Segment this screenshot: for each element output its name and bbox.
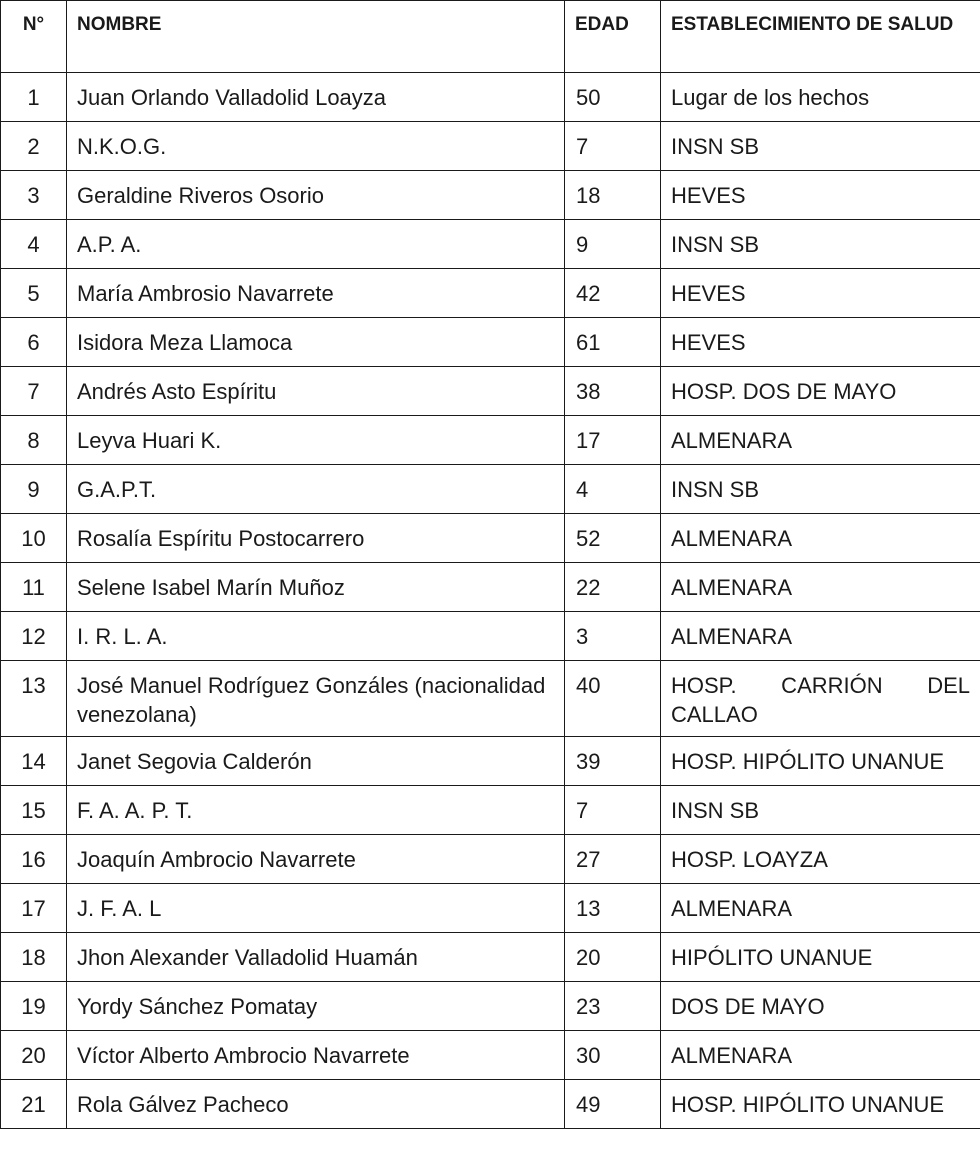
table-row [1,171,980,220]
cell-num: 19 [1,982,67,1031]
header-num: N° [1,1,67,73]
table-row [1,514,980,563]
cell-name: Selene Isabel Marín Muñoz [67,563,565,612]
cell-name: I. R. L. A. [67,612,565,661]
cell-age: 18 [565,171,661,220]
table-row [1,661,980,737]
cell-age: 39 [565,737,661,786]
cell-age: 49 [565,1080,661,1129]
cell-num: 11 [1,563,67,612]
cell-num: 14 [1,737,67,786]
cell-establishment: ALMENARA [661,416,980,465]
table-row [1,612,980,661]
cell-num: 9 [1,465,67,514]
cell-name: Joaquín Ambrocio Navarrete [67,835,565,884]
table-row [1,465,980,514]
cell-establishment: HOSP. DOS DE MAYO [661,367,980,416]
cell-num: 5 [1,269,67,318]
cell-establishment: ALMENARA [661,884,980,933]
cell-establishment: HEVES [661,269,980,318]
cell-name: F. A. A. P. T. [67,786,565,835]
cell-age: 17 [565,416,661,465]
cell-num: 17 [1,884,67,933]
cell-age: 9 [565,220,661,269]
cell-age: 23 [565,982,661,1031]
cell-name: Jhon Alexander Valladolid Huamán [67,933,565,982]
cell-name: G.A.P.T. [67,465,565,514]
cell-age: 38 [565,367,661,416]
cell-age: 30 [565,1031,661,1080]
cell-name: Janet Segovia Calderón [67,737,565,786]
cell-establishment: ALMENARA [661,514,980,563]
cell-name: J. F. A. L [67,884,565,933]
table-row [1,1031,980,1080]
cell-establishment: HOSP. LOAYZA [661,835,980,884]
cell-num: 10 [1,514,67,563]
cell-establishment: INSN SB [661,465,980,514]
cell-name: José Manuel Rodríguez Gonzáles (nacionalidad venezolana) [67,661,565,737]
cell-establishment: Lugar de los hechos [661,73,980,122]
cell-establishment: DOS DE MAYO [661,982,980,1031]
cell-establishment: ALMENARA [661,563,980,612]
header-age: EDAD [565,1,661,73]
cell-num: 18 [1,933,67,982]
cell-age: 13 [565,884,661,933]
table-row [1,737,980,786]
cell-num: 15 [1,786,67,835]
cell-name: Andrés Asto Espíritu [67,367,565,416]
cell-name: María Ambrosio Navarrete [67,269,565,318]
cell-num: 6 [1,318,67,367]
cell-establishment: HOSP. CARRIÓN DEL CALLAO [661,661,980,737]
table-row [1,122,980,171]
cell-name: Juan Orlando Valladolid Loayza [67,73,565,122]
cell-age: 7 [565,786,661,835]
table-row [1,367,980,416]
cell-num: 13 [1,661,67,737]
cell-establishment: ALMENARA [661,1031,980,1080]
cell-establishment: ALMENARA [661,612,980,661]
cell-age: 22 [565,563,661,612]
cell-establishment: HEVES [661,318,980,367]
cell-num: 3 [1,171,67,220]
cell-age: 3 [565,612,661,661]
cell-age: 27 [565,835,661,884]
table-row [1,269,980,318]
header-row [1,1,980,73]
cell-name: Leyva Huari K. [67,416,565,465]
cell-num: 1 [1,73,67,122]
table-row [1,318,980,367]
cell-num: 20 [1,1031,67,1080]
table-row [1,835,980,884]
cell-name: Víctor Alberto Ambrocio Navarrete [67,1031,565,1080]
cell-age: 20 [565,933,661,982]
cell-establishment: INSN SB [661,122,980,171]
cell-age: 4 [565,465,661,514]
table-row [1,73,980,122]
cell-age: 40 [565,661,661,737]
table-row [1,563,980,612]
cell-name: Rosalía Espíritu Postocarrero [67,514,565,563]
cell-num: 16 [1,835,67,884]
cell-age: 61 [565,318,661,367]
header-name: NOMBRE [67,1,565,73]
cell-num: 12 [1,612,67,661]
table-row [1,1080,980,1129]
cell-establishment: INSN SB [661,786,980,835]
cell-age: 7 [565,122,661,171]
cell-num: 8 [1,416,67,465]
cell-name: Yordy Sánchez Pomatay [67,982,565,1031]
cell-num: 4 [1,220,67,269]
cell-establishment: HEVES [661,171,980,220]
cell-name: Geraldine Riveros Osorio [67,171,565,220]
header-establishment: ESTABLECIMIENTO DE SALUD [661,1,980,73]
cell-name: Isidora Meza Llamoca [67,318,565,367]
table-row [1,982,980,1031]
cell-num: 2 [1,122,67,171]
cell-establishment: INSN SB [661,220,980,269]
cell-establishment: HOSP. HIPÓLITO UNANUE [661,737,980,786]
cell-age: 42 [565,269,661,318]
cell-name: Rola Gálvez Pacheco [67,1080,565,1129]
cell-age: 52 [565,514,661,563]
table-row [1,884,980,933]
cell-name: N.K.O.G. [67,122,565,171]
cell-establishment: HIPÓLITO UNANUE [661,933,980,982]
cell-establishment: HOSP. HIPÓLITO UNANUE [661,1080,980,1129]
cell-num: 21 [1,1080,67,1129]
cell-name: A.P. A. [67,220,565,269]
table-row [1,786,980,835]
cell-num: 7 [1,367,67,416]
cell-age: 50 [565,73,661,122]
table-row [1,416,980,465]
table-row [1,933,980,982]
table-row [1,220,980,269]
